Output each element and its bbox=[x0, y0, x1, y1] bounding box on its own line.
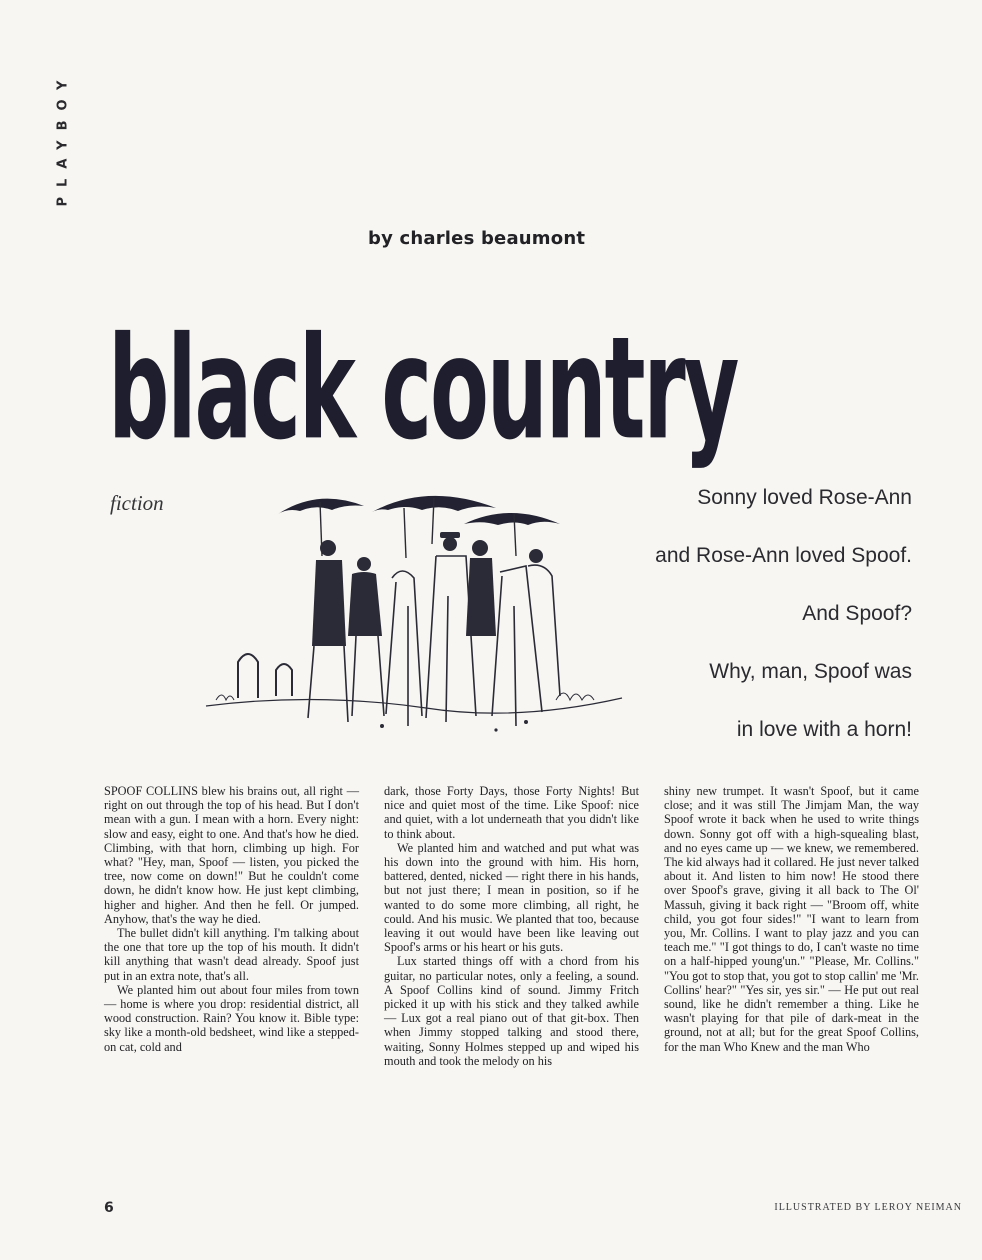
illustrator-credit: ILLUSTRATED BY LEROY NEIMAN bbox=[774, 1202, 962, 1213]
article-body bbox=[104, 784, 919, 1068]
umbrella-canopy-right bbox=[464, 513, 560, 525]
story-title: black country bbox=[108, 306, 738, 472]
tagline-line: and Rose-Ann loved Spoof. bbox=[655, 544, 912, 567]
article-column-3 bbox=[664, 784, 919, 1054]
paragraph: We planted him and watched and put what was his down into the ground with him. His horn, battered, dented, nicked — right there in his hands, but not just there; I mean in position, so if he wanted to do some more climbing, all right, he could. And his music. We planted that too, because leaving it out would have been like leaving out Spoof's arms or his heart or his guts. bbox=[384, 840, 639, 955]
article-column-2 bbox=[384, 784, 639, 1068]
tagline-line: And Spoof? bbox=[802, 602, 912, 625]
story-tagline bbox=[572, 486, 912, 776]
paragraph: SPOOF COLLINS blew his brains out, all right — right on out through the top of his head. But I don't mean with a gun. I mean with a horn. Every night: slow and easy, eight to one. And that's how he died. Climbing, with that horn, climbing up high. For what? "Hey, man, Spoof — listen, you picked the tree, now come on down!" But he couldn't come down, he didn't know how. He just kept climbing, higher and higher. And then he fell. Or jumped. Anyhow, that's the way he died. bbox=[104, 784, 359, 926]
tagline-line: Why, man, Spoof was bbox=[709, 660, 912, 683]
paragraph: Lux started things off with a chord from his guitar, no particular notes, only a feeling, a sound. A Spoof Collins kind of sound. Jimmy Fritch picked it up with his stick and they talked awhile — Lux got a real piano out of that git-box. Then when Jimmy stopped talking and stood there, waiting, Sonny Holmes stepped up and wiped his mouth and took the melody on his bbox=[384, 954, 639, 1068]
section-label: fiction bbox=[110, 491, 164, 515]
article-column-1 bbox=[104, 784, 359, 1054]
paragraph: We planted him out about four miles from town — home is where you drop: residential district, all wood construction. Rain? You know it. Bible type: sky like a month-old bedsheet, wind like a stepped-on cat, cold and bbox=[104, 982, 359, 1054]
paragraph: The bullet didn't kill anything. I'm talking about the one that tore up the top of his mouth. It didn't kill anything that wasn't dead already. Spoof just put in an extra note, that's all. bbox=[104, 926, 359, 983]
paragraph: shiny new trumpet. It wasn't Spoof, but it came close; and it was still The Jimjam Man, the way Spoof wrote it back when he used to write things down. Sonny got off with a high-squealing blast, and no eyes came up — we knew, we remembered. The kid always had it collared. He just never talked about it. And listen to him now! He stood there over Spoof's grave, giving it all back to The Ol' Massuh, giving it back right — "Broom off, white child, you got four sides!" "I want to learn from you, Mr. Collins. I want to play jazz and you can teach me." "I got things to do, I can't waste no time on a half-hipped young'un." "Please, Mr. Collins." "You got to stop that, you got to stop callin' me 'Mr. Collins' hear?" "Yes sir, yes sir." — He put out real sound, like he didn't remember a thing. Like he wasn't playing for that pile of dark-meat in the ground, not at all; but for the great Spoof Collins, for the man Who Knew and the man Who bbox=[664, 784, 919, 1054]
funeral-umbrellas-illustration bbox=[196, 486, 632, 760]
author-byline: by charles beaumont bbox=[368, 228, 586, 249]
tagline-line: Sonny loved Rose-Ann bbox=[697, 486, 912, 509]
tagline-line: in love with a horn! bbox=[736, 718, 912, 741]
paragraph: dark, those Forty Days, those Forty Nights! But nice and quiet most of the time. Like Spoof: nice and quiet, with a lot underneath that you didn't like to think about. bbox=[384, 784, 639, 841]
page-number: 6 bbox=[104, 1200, 114, 1216]
magazine-name-vertical bbox=[46, 58, 80, 218]
magazine-name-text: PLAYBOY bbox=[55, 70, 71, 206]
